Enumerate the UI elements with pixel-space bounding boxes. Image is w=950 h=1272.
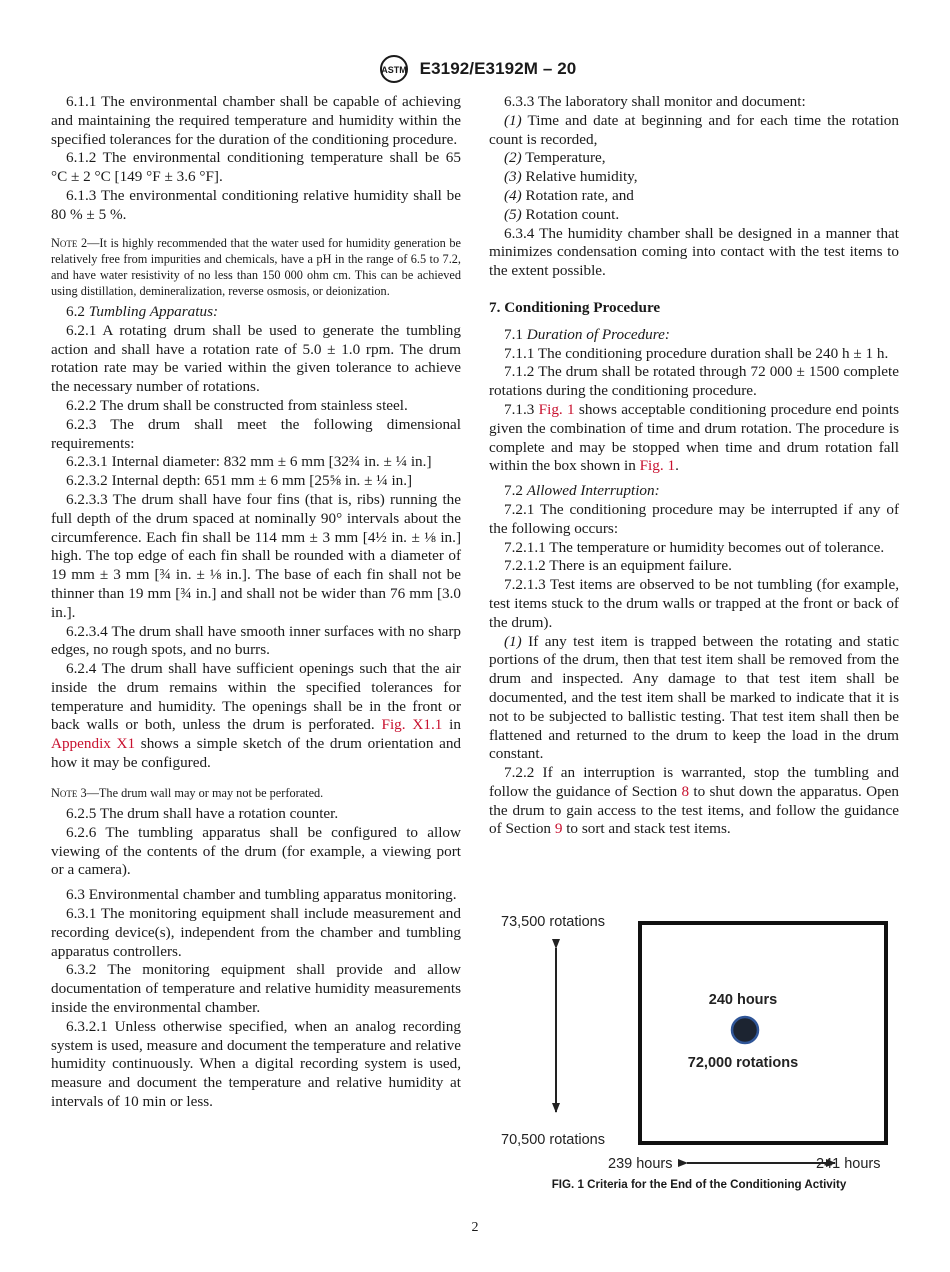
label-73500-rotations: 73,500 rotations (501, 914, 605, 930)
page-header (0, 52, 950, 86)
para-6-3-1: 6.3.1 The monitoring equipment shall include measurement and recording device(s), independent from the chamber and tumbling apparatus controllers. (51, 904, 461, 960)
para-7-2: 7.2 Allowed Interruption: (504, 482, 660, 500)
para-6-2-3-3: 6.2.3.3 The drum shall have four fins (that is, ribs) running the full depth of the drum spaced at nominally 90° intervals about the circumference. Each fin shall be 114 mm ± 3 mm [4½ in. ± ⅛ in.] high. The top edge of each fin shall be rounded with a diameter of 19 mm ± 3 mm [¾ in. ± ⅛ in.]. The base of each fin shall not be thinner than 19 mm [¾ in.] and shall not be wider than 76 mm [3.0 in.]. (51, 490, 461, 621)
astm-logo-icon (374, 54, 414, 84)
para-7-2-1-1: 7.2.1.1 The temperature or humidity becomes out of tolerance. (504, 538, 885, 556)
para-7-2-1-3-sub-1: (1) If any test item is trapped between the rotating and static portions of the drum, then that test item shall be removed from the drum and inspected. Any damage to that test item shall be documented, and the test item shall be marked to indicate that it is not to be subjected to ballistic testing. That test item shall then be flattened and returned to the drum to keep the load in the drum constant. (489, 632, 899, 763)
para-7-2-1-3: 7.2.1.3 Test items are observed to be not tumbling (for example, test items stuck to the drum walls or trapped at the front or back of the drum). (489, 576, 899, 631)
para-7-2-2: 7.2.2 If an interruption is warranted, stop the tumbling and follow the guidance of Section 8 to shut down the apparatus. Open the drum to gain access to the test items, and follow the guidance of Section 9 to sort and stack test items. (489, 764, 899, 838)
left-column (51, 93, 461, 1112)
section-9-link[interactable]: 9 (554, 820, 563, 838)
para-6-2-3: 6.2.3 The drum shall meet the following dimensional requirements: (51, 415, 461, 452)
fig-1-link[interactable]: Fig. 1 (538, 400, 575, 418)
para-6-2-title: Tumbling Apparatus: (88, 302, 219, 320)
para-6-3-2: 6.3.2 The monitoring equipment shall provide and allow documentation of temperature and relative humidity measurements inside the environmental chamber. (51, 961, 461, 1016)
section-7-heading: 7. Conditioning Procedure (489, 298, 661, 316)
note-2-label: Note 2 (51, 235, 88, 250)
list-item-5: (5) Rotation count. (504, 205, 620, 223)
para-6-2-6: 6.2.6 The tumbling apparatus shall be configured to allow viewing of the contents of the drum (for example, a viewing port or a camera). (51, 823, 461, 879)
para-6-2-4: 6.2.4 The drum shall have sufficient openings such that the air inside the drum remains within the specified tolerances for temperature and humidity. The openings shall be in the front or back walls or both, unless the drum is perforated. Fig. X1.1 in Appendix X1 shows a simple sketch of the drum orientation and how it may be configured. (51, 660, 462, 772)
para-6-3-4: 6.3.4 The humidity chamber shall be designed in a manner that minimizes condensation coming into contact with the test items to the extent possible. (489, 224, 899, 280)
para-7-1-1: 7.1.1 The conditioning procedure duration shall be 240 h ± 1 h. (504, 344, 889, 362)
para-7-1: 7.1 Duration of Procedure: (504, 325, 670, 343)
section-8-link[interactable]: 8 (681, 782, 690, 800)
para-6-1-3: 6.1.3 The environmental conditioning relative humidity shall be 80 % ± 5 %. (51, 186, 461, 223)
para-6-3-3: 6.3.3 The laboratory shall monitor and document: (504, 93, 806, 110)
para-6-2: 6.2 Tumbling Apparatus: (66, 302, 219, 320)
label-240-hours: 240 hours (708, 992, 778, 1008)
para-7-2-title: Allowed Interruption: (526, 482, 660, 500)
para-6-2-3-1: 6.2.3.1 Internal diameter: 832 mm ± 6 mm [32¾ in. ± ¼ in.] (66, 453, 432, 471)
label-72000-rotations: 72,000 rotations (687, 1055, 799, 1071)
para-7-1-title: Duration of Procedure: (526, 325, 670, 343)
para-6-2-3-2: 6.2.3.2 Internal depth: 651 mm ± 6 mm [25⅝ in. ± ¼ in.] (66, 472, 413, 490)
page-number: 2 (471, 1220, 479, 1235)
para-7-1-2: 7.1.2 The drum shall be rotated through 72 000 ± 1500 complete rotations during the conditioning procedure. (489, 363, 899, 400)
appendix-x1-link[interactable]: Appendix X1 (51, 735, 136, 753)
label-70500-rotations: 70,500 rotations (501, 1132, 605, 1148)
note-3-label: Note 3 (51, 785, 87, 800)
figure-1-diagram (489, 900, 909, 1200)
fig-x1-1-link[interactable]: Fig. X1.1 (381, 716, 443, 734)
list-item-2: (2) Temperature, (504, 149, 606, 167)
label-239-hours: 239 hours (608, 1156, 673, 1172)
acceptance-box (640, 923, 886, 1143)
standard-designation: E3192/E3192M – 20 (419, 59, 577, 78)
list-item-1: (1) Time and date at beginning and for each time the rotation count is recorded, (489, 111, 899, 148)
figure-1-caption: FIG. 1 Criteria for the End of the Conditioning Activity (551, 1178, 847, 1191)
para-6-2-2: 6.2.2 The drum shall be constructed from stainless steel. (66, 396, 408, 414)
note-2 (51, 235, 461, 299)
para-6-2-1: 6.2.1 A rotating drum shall be used to generate the tumbling action and shall have a rotation rate of 5.0 ± 1.0 rpm. The drum rotation rate may be varied within the given tolerance to achieve the necessary number of rotations. (51, 321, 461, 396)
target-point (732, 1017, 758, 1043)
para-6-3: 6.3 Environmental chamber and tumbling apparatus monitoring. (66, 886, 457, 904)
para-7-2-1: 7.2.1 The conditioning procedure may be interrupted if any of the following occurs: (489, 500, 899, 537)
para-7-1-3: 7.1.3 Fig. 1 shows acceptable conditioning procedure end points given the combination of time and drum rotation. The procedure is complete and may be stopped when time and drum rotation fall within the box shown in Fig. 1. (489, 400, 899, 475)
logo-text: ASTM (380, 65, 407, 75)
note-2-text: —It is highly recommended that the water used for humidity generation be relatively free from impurities and chemicals, have a pH in the range of 6.5 to 7.2, and have water resistivity of no less than 150 000 ohm cm. This can be achieved using distillation, demineralization, reverse osmosis, or deionization. (51, 235, 461, 298)
fig-1-link-2[interactable]: Fig. 1 (639, 457, 676, 475)
note-3 (51, 785, 461, 801)
para-6-2-3-4: 6.2.3.4 The drum shall have smooth inner surfaces with no sharp edges, no rough spots, and no burrs. (51, 622, 461, 659)
right-column (489, 93, 899, 839)
list-item-3: (3) Relative humidity, (504, 168, 638, 186)
para-6-2-5: 6.2.5 The drum shall have a rotation counter. (66, 804, 339, 822)
para-7-2-1-2: 7.2.1.2 There is an equipment failure. (504, 557, 732, 575)
note-3-text: —The drum wall may or may not be perforated. (86, 785, 324, 800)
para-6-3-2-1: 6.3.2.1 Unless otherwise specified, when an analog recording system is used, measure and document the temperature and relative humidity continuously. When a digital recording system is used, measure and document the temperature and relative humidity at intervals of 10 min or less. (51, 1017, 461, 1110)
para-6-1-1: 6.1.1 The environmental chamber shall be capable of achieving and maintaining the required temperature and humidity within the specified tolerances for the duration of the conditioning procedure. (51, 93, 461, 148)
para-6-1-2: 6.1.2 The environmental conditioning temperature shall be 65 °C ± 2 °C [149 °F ± 3.6 °F]. (51, 149, 461, 186)
label-241-hours: 241 hours (816, 1156, 881, 1172)
list-item-4: (4) Rotation rate, and (504, 186, 634, 204)
